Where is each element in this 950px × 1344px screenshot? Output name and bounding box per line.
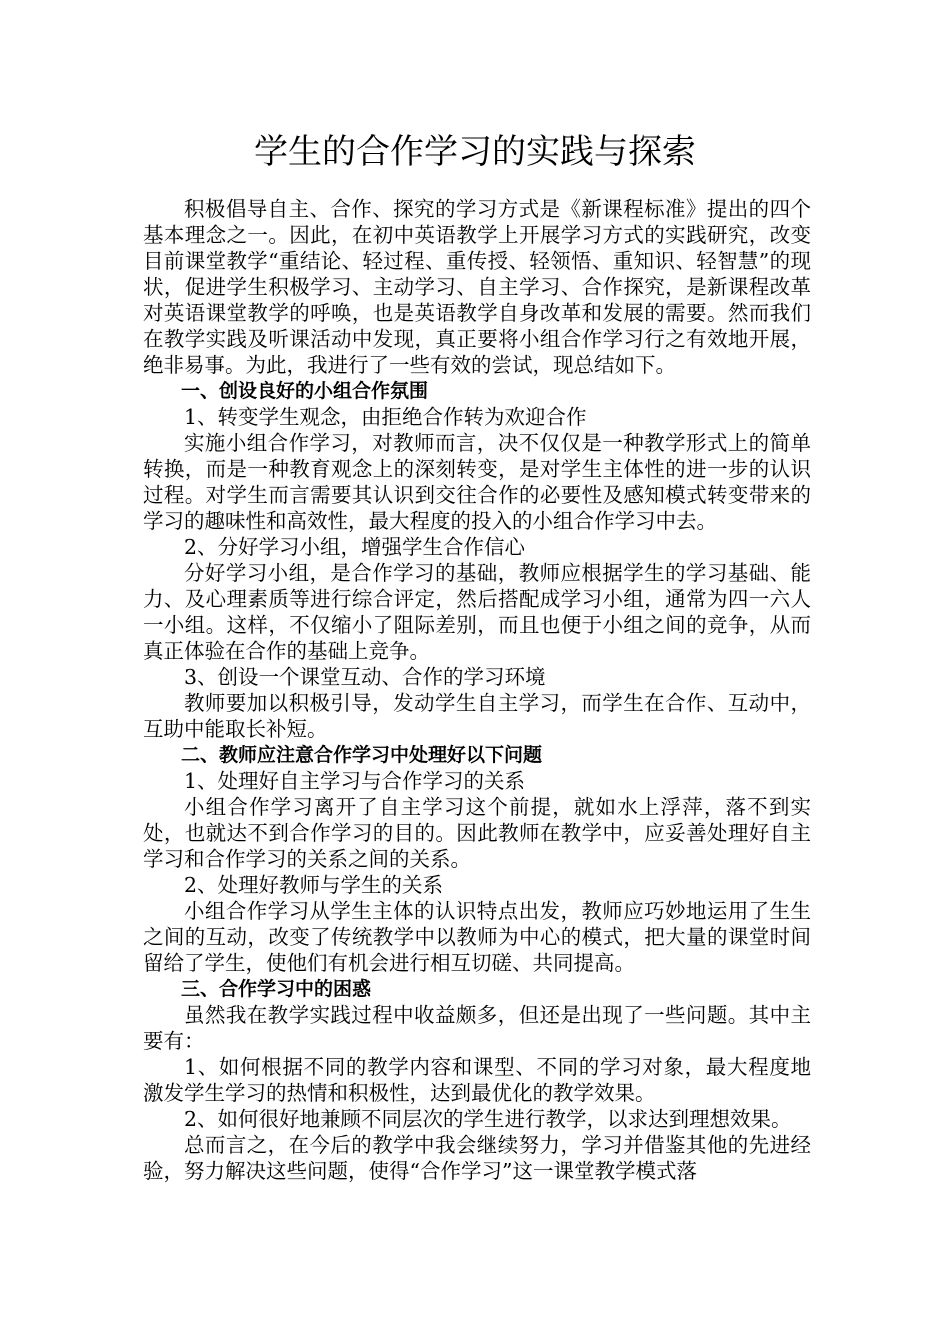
- body-paragraph: 2、如何很好地兼顾不同层次的学生进行教学，以求达到理想效果。: [184, 1107, 792, 1131]
- subsection-heading: 3、创设一个课堂互动、合作的学习环境: [184, 665, 546, 689]
- body-paragraph: 总而言之，在今后的教学中我会继续努力，学习并借鉴其他的先进经验，努力解决这些问题，使得“合作学习”这一课堂教学模式落: [143, 1133, 811, 1183]
- subsection-heading: 2、处理好教师与学生的关系: [184, 873, 444, 897]
- body-paragraph: 小组合作学习离开了自主学习这个前提，就如水上浮萍，落不到实处，也就达不到合作学习的目的。因此教师在教学中，应妥善处理好自主学习和合作学习的关系之间的关系。: [143, 795, 811, 871]
- body-paragraph: 1、如何根据不同的教学内容和课型、不同的学习对象，最大程度地激发学生学习的热情和积极性，达到最优化的教学效果。: [143, 1055, 811, 1105]
- section-heading: 一、创设良好的小组合作氛围: [181, 380, 429, 402]
- subsection-heading: 1、处理好自主学习与合作学习的关系: [184, 769, 526, 793]
- subsection-heading: 1、转变学生观念，由拒绝合作转为欢迎合作: [184, 405, 587, 429]
- section-heading: 二、教师应注意合作学习中处理好以下问题: [181, 744, 543, 766]
- document-body: [143, 196, 811, 1184]
- body-paragraph: 小组合作学习从学生主体的认识特点出发，教师应巧妙地运用了生生之间的互动，改变了传统教学中以教师为中心的模式，把大量的课堂时间留给了学生，使他们有机会进行相互切磋、共同提高。: [143, 899, 811, 975]
- body-paragraph: 虽然我在教学实践过程中收益颇多，但还是出现了一些问题。其中主要有：: [143, 1003, 811, 1053]
- document-title: 学生的合作学习的实践与探索: [254, 132, 696, 172]
- section-heading: 三、合作学习中的困惑: [181, 978, 372, 1000]
- body-paragraph: 积极倡导自主、合作、探究的学习方式是《新课程标准》提出的四个基本理念之一。因此，在初中英语教学上开展学习方式的实践研究，改变目前课堂教学“重结论、轻过程、重传授、轻领悟、重知识、轻智慧”的现状，促进学生积极学习、主动学习、自主学习、合作探究，是新课程改革对英语课堂教学的呼唤，也是英语教学自身改革和发展的需要。然而我们在教学实践及听课活动中发现，真正要将小组合作学习行之有效地开展，绝非易事。为此，我进行了一些有效的尝试，现总结如下。: [143, 197, 811, 377]
- body-paragraph: 分好学习小组，是合作学习的基础，教师应根据学生的学习基础、能力、及心理素质等进行综合评定，然后搭配成学习小组，通常为四一六人一小组。这样，不仅缩小了阻际差别，而且也便于小组之间的竞争，从而真正体验在合作的基础上竞争。: [143, 561, 811, 663]
- body-paragraph: 实施小组合作学习，对教师而言，决不仅仅是一种教学形式上的简单转换，而是一种教育观念上的深刻转变，是对学生主体性的进一步的认识过程。对学生而言需要其认识到交往合作的必要性及感知模式转变带来的学习的趣味性和高效性，最大程度的投入的小组合作学习中去。: [143, 431, 811, 533]
- body-paragraph: 教师要加以积极引导，发动学生自主学习，而学生在合作、互动中，互助中能取长补短。: [143, 691, 811, 741]
- subsection-heading: 2、分好学习小组，增强学生合作信心: [184, 535, 526, 559]
